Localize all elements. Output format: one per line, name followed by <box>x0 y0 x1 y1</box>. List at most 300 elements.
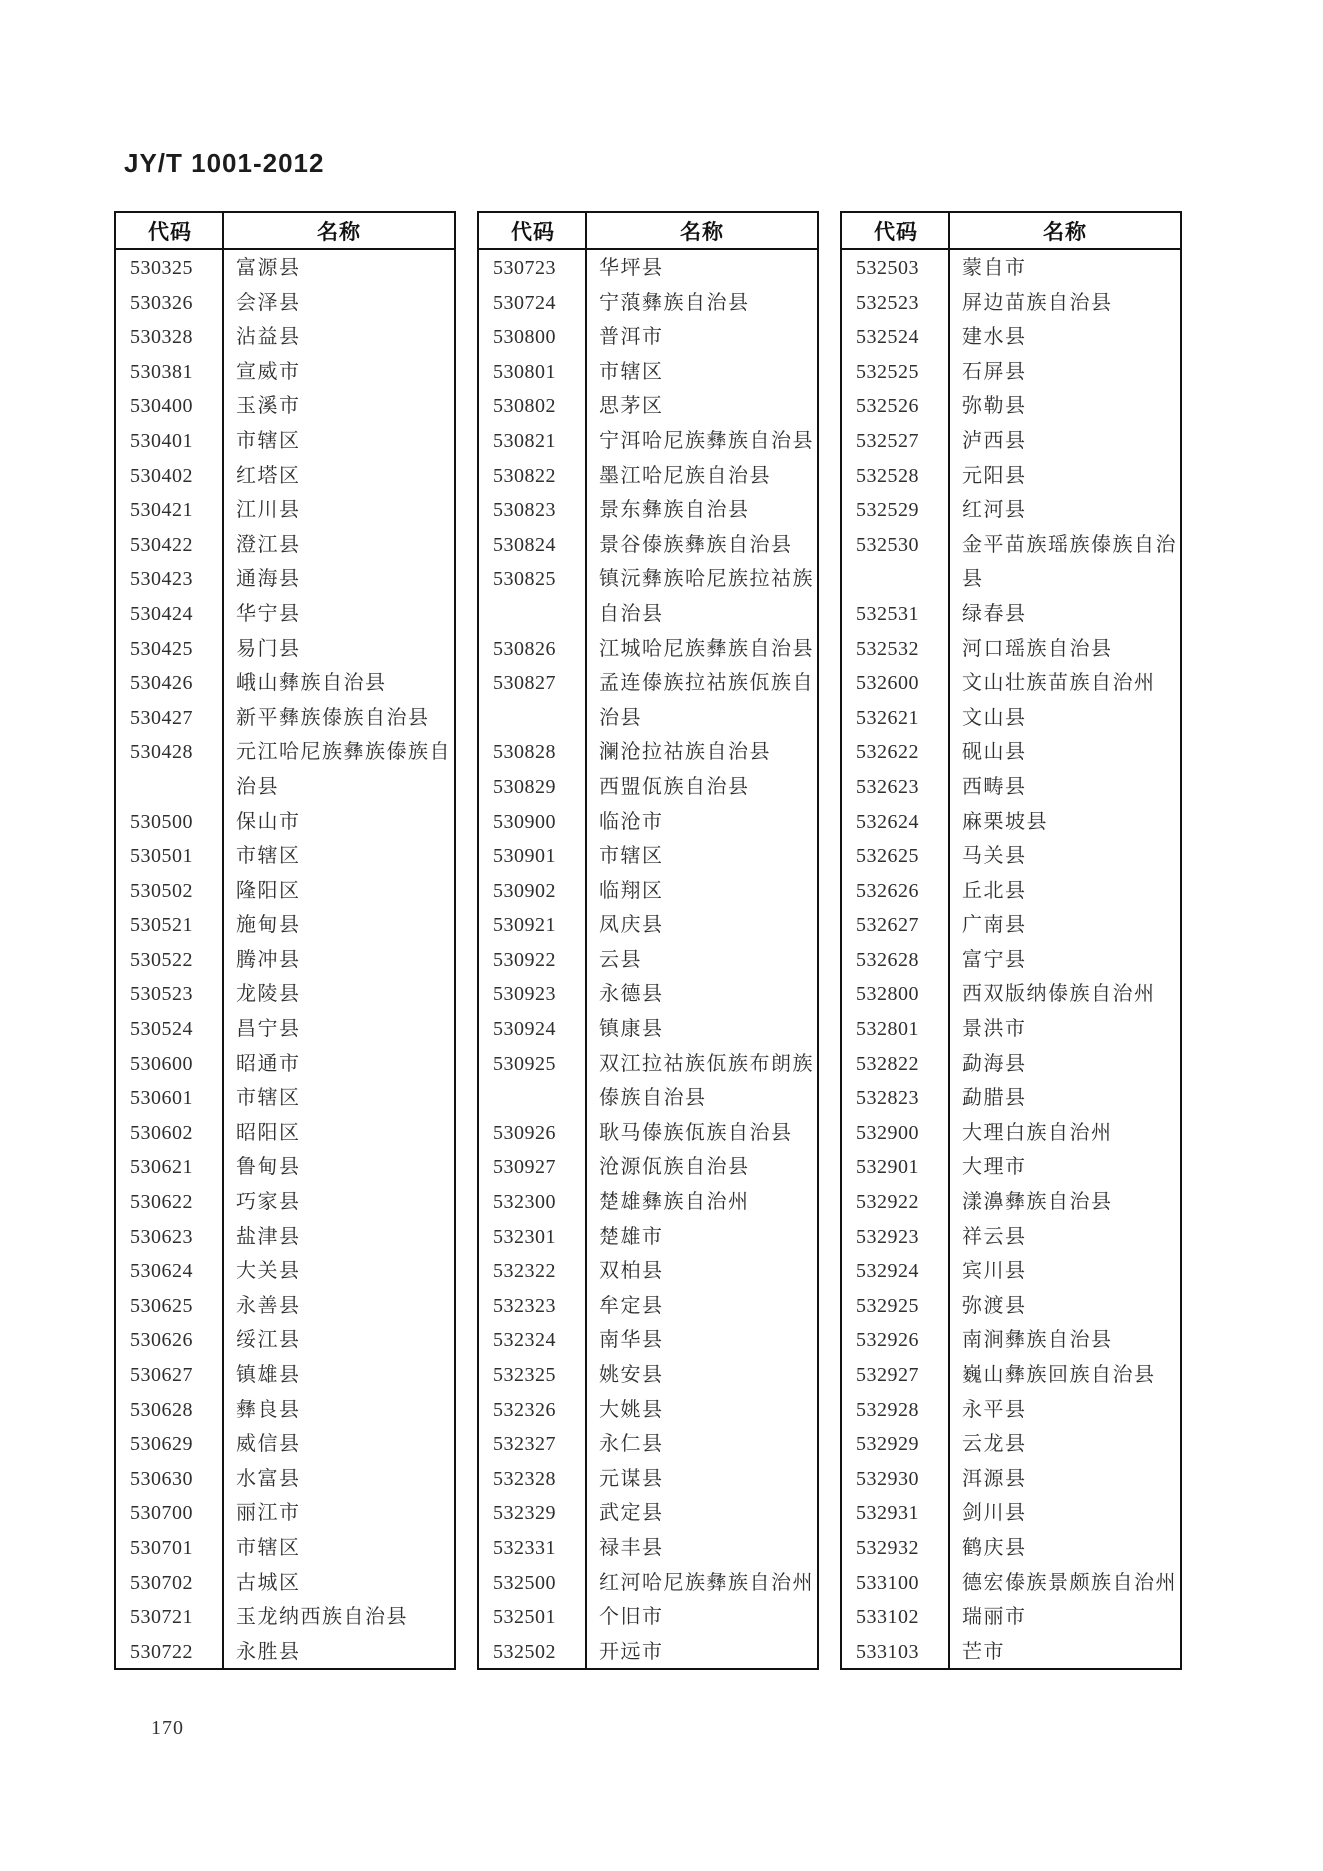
name-cell: 元阳县 <box>962 464 1027 487</box>
table-row <box>116 1393 454 1428</box>
code-cell: 532930 <box>856 1467 919 1490</box>
table-row <box>842 1081 1180 1116</box>
table-row <box>479 1566 817 1601</box>
table-row <box>116 424 454 459</box>
name-cell: 永平县 <box>962 1398 1027 1421</box>
table-row <box>479 1220 817 1255</box>
table-row <box>479 1323 817 1358</box>
name-cell: 红河哈尼族彝族自治州 <box>599 1571 814 1594</box>
code-cell: 532623 <box>856 775 919 798</box>
name-cell: 大理市 <box>962 1156 1027 1179</box>
code-cell: 530426 <box>130 672 193 695</box>
table-row <box>842 874 1180 909</box>
code-cell: 530827 <box>493 672 556 695</box>
code-table-2 <box>477 211 819 1670</box>
table-row <box>116 666 454 701</box>
name-cell: 会泽县 <box>236 291 301 314</box>
table-row <box>116 701 454 736</box>
code-cell: 530702 <box>130 1571 193 1594</box>
name-cell: 水富县 <box>236 1467 301 1490</box>
table-row <box>479 1635 817 1670</box>
table-row <box>842 1427 1180 1462</box>
name-column-header: 名称 <box>1043 219 1087 244</box>
table-row <box>842 1220 1180 1255</box>
name-cell: 红河县 <box>962 499 1027 522</box>
table-row <box>479 562 817 631</box>
code-cell: 530800 <box>493 326 556 349</box>
code-cell: 530823 <box>493 499 556 522</box>
page-number: 170 <box>151 1717 184 1739</box>
name-cell: 通海县 <box>236 568 301 591</box>
name-cell: 剑川县 <box>962 1502 1027 1525</box>
code-cell: 532327 <box>493 1433 556 1456</box>
code-cell: 532625 <box>856 845 919 868</box>
name-cell: 古城区 <box>236 1571 301 1594</box>
name-cell: 镇沅彝族哈尼族拉祜族自治县 <box>599 568 814 625</box>
code-cell: 530424 <box>130 602 193 625</box>
name-cell: 保山市 <box>236 810 301 833</box>
code-cell: 532301 <box>493 1225 556 1248</box>
name-cell: 屏边苗族自治县 <box>962 291 1113 314</box>
table-row <box>116 320 454 355</box>
table-row <box>479 355 817 390</box>
table-row <box>116 597 454 632</box>
code-cell: 532329 <box>493 1502 556 1525</box>
name-cell: 市辖区 <box>599 845 664 868</box>
code-cell: 532300 <box>493 1191 556 1214</box>
table-row <box>479 839 817 874</box>
table-row <box>842 528 1180 597</box>
name-cell: 金平苗族瑶族傣族自治县 <box>962 533 1177 591</box>
table-row <box>842 493 1180 528</box>
code-cell: 532925 <box>856 1294 919 1317</box>
code-cell: 532622 <box>856 741 919 764</box>
table-row <box>116 1531 454 1566</box>
name-cell: 楚雄市 <box>599 1225 664 1248</box>
name-cell: 楚雄彝族自治州 <box>599 1191 750 1214</box>
code-cell: 530825 <box>493 568 556 591</box>
code-cell: 532822 <box>856 1052 919 1075</box>
name-cell: 鹤庆县 <box>962 1536 1027 1559</box>
code-cell: 530630 <box>130 1467 193 1490</box>
code-cell: 532624 <box>856 810 919 833</box>
standard-number-heading: JY/T 1001-2012 <box>124 148 325 178</box>
table-row <box>479 943 817 978</box>
name-cell: 永德县 <box>599 983 664 1006</box>
code-cell: 532900 <box>856 1121 919 1144</box>
name-cell: 丘北县 <box>962 879 1027 902</box>
code-cell: 530425 <box>130 637 193 660</box>
name-cell: 红塔区 <box>236 464 301 487</box>
code-cell: 530722 <box>130 1640 193 1663</box>
code-cell: 530522 <box>130 948 193 971</box>
name-cell: 景洪市 <box>962 1018 1027 1041</box>
table-row <box>479 251 817 286</box>
table-row <box>479 528 817 563</box>
table-row <box>842 908 1180 943</box>
name-cell: 孟连傣族拉祜族佤族自治县 <box>599 672 814 729</box>
code-cell: 530829 <box>493 775 556 798</box>
name-cell: 富源县 <box>236 257 301 279</box>
name-cell: 凤庆县 <box>599 914 664 937</box>
table-row <box>842 1185 1180 1220</box>
name-cell: 昭通市 <box>236 1052 301 1075</box>
table-row <box>116 1462 454 1497</box>
code-cell: 532931 <box>856 1502 919 1525</box>
code-cell: 530923 <box>493 983 556 1006</box>
code-cell: 530381 <box>130 360 193 383</box>
code-cell: 530622 <box>130 1191 193 1214</box>
name-cell: 弥渡县 <box>962 1294 1027 1317</box>
name-cell: 丽江市 <box>236 1502 301 1525</box>
table-row <box>479 1254 817 1289</box>
table-row <box>116 908 454 943</box>
table-row <box>116 286 454 321</box>
code-cell: 532800 <box>856 983 919 1006</box>
name-cell: 宾川县 <box>962 1260 1027 1283</box>
code-cell: 532529 <box>856 499 919 522</box>
code-cell: 530924 <box>493 1018 556 1041</box>
code-cell: 530521 <box>130 914 193 937</box>
name-cell: 德宏傣族景颇族自治州 <box>962 1571 1177 1594</box>
code-cell: 532928 <box>856 1398 919 1421</box>
name-cell: 镇雄县 <box>236 1364 301 1386</box>
name-cell: 麻栗坡县 <box>962 810 1048 833</box>
table-row <box>842 1150 1180 1185</box>
name-cell: 云县 <box>599 948 642 971</box>
name-cell: 河口瑶族自治县 <box>962 637 1113 660</box>
table-row <box>116 1116 454 1151</box>
code-cell: 532801 <box>856 1018 919 1041</box>
name-cell: 龙陵县 <box>236 983 301 1006</box>
name-cell: 南涧彝族自治县 <box>962 1329 1113 1352</box>
table-row <box>842 286 1180 321</box>
code-cell: 530500 <box>130 810 193 833</box>
code-cell: 533100 <box>856 1571 919 1594</box>
code-cell: 530723 <box>493 257 556 279</box>
code-cell: 530501 <box>130 845 193 868</box>
name-cell: 景东彝族自治县 <box>599 499 750 522</box>
table-row <box>116 493 454 528</box>
code-cell: 530701 <box>130 1536 193 1559</box>
table-row <box>479 666 817 735</box>
name-cell: 江城哈尼族彝族自治县 <box>599 637 814 660</box>
table-body <box>116 250 454 1669</box>
table-row <box>842 1012 1180 1047</box>
name-cell: 耿马傣族佤族自治县 <box>599 1121 793 1144</box>
code-cell: 530624 <box>130 1260 193 1283</box>
name-cell: 市辖区 <box>599 360 664 383</box>
code-cell: 532929 <box>856 1433 919 1456</box>
table-row <box>116 839 454 874</box>
name-cell: 元江哈尼族彝族傣族自治县 <box>236 741 451 798</box>
name-cell: 芒市 <box>962 1640 1005 1663</box>
name-cell: 石屏县 <box>962 360 1027 383</box>
table-row <box>116 1150 454 1185</box>
name-cell: 沧源佤族自治县 <box>599 1156 750 1179</box>
table-row <box>842 1496 1180 1531</box>
code-cell: 530828 <box>493 741 556 764</box>
table-row <box>842 735 1180 770</box>
name-cell: 西畴县 <box>962 775 1027 798</box>
table-row <box>842 389 1180 424</box>
table-row <box>116 1358 454 1393</box>
table-row <box>842 1254 1180 1289</box>
code-cell: 530629 <box>130 1433 193 1456</box>
code-cell: 530402 <box>130 464 193 487</box>
code-cell: 530602 <box>130 1121 193 1144</box>
table-row <box>479 805 817 840</box>
table-row <box>116 977 454 1012</box>
name-cell: 腾冲县 <box>236 948 301 971</box>
table-row <box>116 1185 454 1220</box>
name-cell: 易门县 <box>236 637 301 660</box>
name-cell: 新平彝族傣族自治县 <box>236 706 430 729</box>
table-row <box>842 943 1180 978</box>
code-cell: 532328 <box>493 1467 556 1490</box>
code-cell: 530926 <box>493 1121 556 1144</box>
code-cell: 530523 <box>130 983 193 1006</box>
name-cell: 昭阳区 <box>236 1121 301 1144</box>
code-column-header: 代码 <box>148 219 192 244</box>
name-cell: 宁洱哈尼族彝族自治县 <box>599 429 814 452</box>
table-row <box>842 597 1180 632</box>
name-cell: 隆阳区 <box>236 879 301 902</box>
table-row <box>842 1289 1180 1324</box>
table-row <box>116 1012 454 1047</box>
table-row <box>116 1635 454 1670</box>
name-cell: 市辖区 <box>236 429 301 452</box>
name-cell: 市辖区 <box>236 845 301 868</box>
table-row <box>116 1254 454 1289</box>
table-row <box>842 1358 1180 1393</box>
name-cell: 广南县 <box>962 914 1027 937</box>
table-row <box>116 1600 454 1635</box>
name-column-header: 名称 <box>317 219 361 244</box>
code-cell: 532326 <box>493 1398 556 1421</box>
name-cell: 富宁县 <box>962 948 1027 971</box>
table-row <box>842 1393 1180 1428</box>
name-cell: 大关县 <box>236 1260 301 1283</box>
table-row <box>479 1462 817 1497</box>
code-cell: 532531 <box>856 602 919 625</box>
name-cell: 思茅区 <box>599 395 664 418</box>
table-row <box>479 1012 817 1047</box>
code-cell: 530824 <box>493 533 556 556</box>
code-cell: 530902 <box>493 879 556 902</box>
table-row <box>479 1150 817 1185</box>
table-row <box>479 493 817 528</box>
name-cell: 华坪县 <box>599 257 664 279</box>
code-cell: 532526 <box>856 395 919 418</box>
code-cell: 530822 <box>493 464 556 487</box>
name-cell: 玉溪市 <box>236 395 301 418</box>
table-row <box>479 424 817 459</box>
code-cell: 532525 <box>856 360 919 383</box>
code-cell: 532932 <box>856 1536 919 1559</box>
code-cell: 530601 <box>130 1087 193 1110</box>
table-row <box>842 1600 1180 1635</box>
table-header <box>479 213 817 250</box>
name-cell: 云龙县 <box>962 1433 1027 1456</box>
table-header <box>842 213 1180 250</box>
name-cell: 施甸县 <box>236 914 301 937</box>
table-row <box>842 1047 1180 1082</box>
code-cell: 530826 <box>493 637 556 660</box>
code-cell: 532331 <box>493 1536 556 1559</box>
code-column-header: 代码 <box>874 219 918 244</box>
name-cell: 绿春县 <box>962 602 1027 625</box>
code-cell: 530423 <box>130 568 193 591</box>
table-row <box>842 1462 1180 1497</box>
table-row <box>116 528 454 563</box>
code-cell: 530325 <box>130 257 193 279</box>
code-cell: 532502 <box>493 1640 556 1663</box>
code-cell: 533102 <box>856 1606 919 1629</box>
code-cell: 530621 <box>130 1156 193 1179</box>
code-cell: 532532 <box>856 637 919 660</box>
name-cell: 玉龙纳西族自治县 <box>236 1606 408 1629</box>
table-row <box>842 424 1180 459</box>
code-cell: 532501 <box>493 1606 556 1629</box>
table-row <box>842 701 1180 736</box>
table-row <box>842 251 1180 286</box>
table-row <box>842 977 1180 1012</box>
table-row <box>479 1185 817 1220</box>
name-cell: 洱源县 <box>962 1467 1027 1490</box>
table-row <box>116 805 454 840</box>
code-cell: 530922 <box>493 948 556 971</box>
code-cell: 532530 <box>856 533 919 556</box>
code-cell: 530326 <box>130 291 193 314</box>
code-cell: 532922 <box>856 1191 919 1214</box>
code-cell: 530801 <box>493 360 556 383</box>
name-cell: 景谷傣族彝族自治县 <box>599 533 793 556</box>
name-cell: 永胜县 <box>236 1640 301 1663</box>
table-row <box>842 666 1180 701</box>
code-cell: 532325 <box>493 1364 556 1386</box>
code-cell: 533103 <box>856 1640 919 1663</box>
name-cell: 双柏县 <box>599 1260 664 1283</box>
name-cell: 牟定县 <box>599 1294 664 1317</box>
table-row <box>842 1531 1180 1566</box>
name-cell: 峨山彝族自治县 <box>236 672 387 695</box>
table-row <box>842 1566 1180 1601</box>
code-cell: 530821 <box>493 429 556 452</box>
code-cell: 532323 <box>493 1294 556 1317</box>
code-cell: 532628 <box>856 948 919 971</box>
code-cell: 530802 <box>493 395 556 418</box>
table-row <box>842 770 1180 805</box>
name-cell: 临翔区 <box>599 879 664 902</box>
name-cell: 文山县 <box>962 706 1027 729</box>
table-row <box>116 632 454 667</box>
name-cell: 巍山彝族回族自治县 <box>962 1364 1156 1386</box>
table-row <box>842 459 1180 494</box>
table-row <box>116 459 454 494</box>
name-cell: 砚山县 <box>962 741 1027 764</box>
code-table-3 <box>840 211 1182 1670</box>
table-row <box>479 389 817 424</box>
code-cell: 530927 <box>493 1156 556 1179</box>
name-cell: 彝良县 <box>236 1398 301 1421</box>
code-cell: 530421 <box>130 499 193 522</box>
code-cell: 530627 <box>130 1364 193 1386</box>
name-cell: 镇康县 <box>599 1018 664 1041</box>
table-row <box>479 1116 817 1151</box>
table-row <box>842 632 1180 667</box>
name-cell: 蒙自市 <box>962 257 1027 279</box>
code-cell: 532600 <box>856 672 919 695</box>
code-cell: 532500 <box>493 1571 556 1594</box>
code-cell: 530422 <box>130 533 193 556</box>
table-row <box>842 1116 1180 1151</box>
table-row <box>116 389 454 424</box>
name-column-header: 名称 <box>680 219 724 244</box>
code-cell: 532322 <box>493 1260 556 1283</box>
table-row <box>116 355 454 390</box>
code-cell: 530925 <box>493 1052 556 1075</box>
table-row <box>116 1220 454 1255</box>
code-cell: 532627 <box>856 914 919 937</box>
table-row <box>116 1289 454 1324</box>
name-cell: 澄江县 <box>236 533 301 556</box>
name-cell: 巧家县 <box>236 1191 301 1214</box>
name-cell: 祥云县 <box>962 1225 1027 1248</box>
name-cell: 建水县 <box>962 326 1027 349</box>
table-row <box>842 805 1180 840</box>
name-cell: 市辖区 <box>236 1087 301 1110</box>
code-cell: 532924 <box>856 1260 919 1283</box>
table-row <box>116 943 454 978</box>
table-row <box>479 770 817 805</box>
code-table-1 <box>114 211 456 1670</box>
name-cell: 宣威市 <box>236 360 301 383</box>
code-cell: 532927 <box>856 1364 919 1386</box>
table-row <box>479 1047 817 1116</box>
name-cell: 江川县 <box>236 499 301 522</box>
code-cell: 530900 <box>493 810 556 833</box>
code-cell: 530921 <box>493 914 556 937</box>
name-cell: 元谋县 <box>599 1467 664 1490</box>
name-cell: 永仁县 <box>599 1433 664 1456</box>
name-cell: 南华县 <box>599 1329 664 1352</box>
table-row <box>116 1566 454 1601</box>
table-row <box>479 1531 817 1566</box>
name-cell: 开远市 <box>599 1640 664 1663</box>
table-row <box>116 1496 454 1531</box>
code-cell: 532527 <box>856 429 919 452</box>
table-row <box>116 1081 454 1116</box>
code-cell: 530600 <box>130 1052 193 1075</box>
name-cell: 墨江哈尼族自治县 <box>599 464 771 487</box>
code-cell: 532901 <box>856 1156 919 1179</box>
code-cell: 532923 <box>856 1225 919 1248</box>
name-cell: 西盟佤族自治县 <box>599 775 750 798</box>
name-cell: 大姚县 <box>599 1398 664 1421</box>
name-cell: 威信县 <box>236 1433 301 1456</box>
code-cell: 532503 <box>856 257 919 279</box>
table-row <box>116 1047 454 1082</box>
table-row <box>842 320 1180 355</box>
table-body <box>842 250 1180 1669</box>
name-cell: 漾濞彝族自治县 <box>962 1191 1113 1214</box>
code-cell: 530724 <box>493 291 556 314</box>
table-row <box>842 1323 1180 1358</box>
code-cell: 530524 <box>130 1018 193 1041</box>
table-row <box>116 251 454 286</box>
name-cell: 市辖区 <box>236 1536 301 1559</box>
